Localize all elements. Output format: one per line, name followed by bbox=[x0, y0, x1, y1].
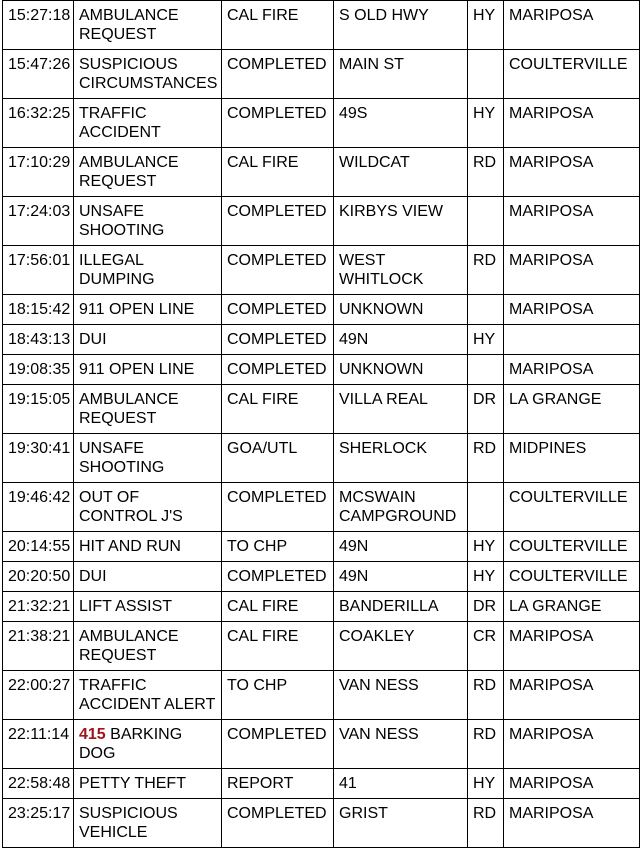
call-status: COMPLETED bbox=[227, 203, 327, 220]
city-cell bbox=[504, 148, 640, 197]
call-status: COMPLETED bbox=[227, 489, 327, 506]
call-type-line: DUMPING bbox=[79, 271, 155, 288]
street-cell bbox=[334, 246, 468, 295]
street-cell bbox=[334, 562, 468, 592]
city-cell bbox=[504, 720, 640, 769]
time-cell bbox=[3, 99, 74, 148]
time-cell bbox=[3, 197, 74, 246]
time-cell bbox=[3, 50, 74, 99]
time-cell bbox=[3, 246, 74, 295]
city-cell bbox=[504, 562, 640, 592]
call-time: 19:30:41 bbox=[8, 440, 71, 457]
table-row bbox=[3, 1, 640, 50]
call-type-line: SUSPICIOUS bbox=[79, 805, 178, 822]
city: COULTERVILLE bbox=[509, 56, 628, 73]
city: MARIPOSA bbox=[509, 7, 594, 24]
street-cell bbox=[334, 295, 468, 325]
street-suffix-cell bbox=[468, 385, 504, 434]
street-line: 41 bbox=[339, 775, 357, 792]
table-row bbox=[3, 799, 640, 848]
city-cell bbox=[504, 622, 640, 671]
street-suffix-cell bbox=[468, 148, 504, 197]
status-cell bbox=[222, 325, 334, 355]
street-suffix-cell bbox=[468, 355, 504, 385]
call-type-line: SHOOTING bbox=[79, 222, 165, 239]
street-line: VAN NESS bbox=[339, 726, 419, 743]
time-cell bbox=[3, 148, 74, 197]
call-time: 20:14:55 bbox=[8, 538, 71, 555]
call-type-cell bbox=[74, 483, 222, 532]
call-type-line: LIFT ASSIST bbox=[79, 598, 173, 615]
call-type-cell bbox=[74, 769, 222, 799]
street-cell bbox=[334, 769, 468, 799]
call-status: TO CHP bbox=[227, 677, 288, 694]
call-type-line: DOG bbox=[79, 745, 116, 762]
call-type-cell bbox=[74, 532, 222, 562]
city-cell bbox=[504, 197, 640, 246]
status-cell bbox=[222, 385, 334, 434]
call-time: 16:32:25 bbox=[8, 105, 71, 122]
time-cell bbox=[3, 1, 74, 50]
call-time: 19:08:35 bbox=[8, 361, 71, 378]
status-cell bbox=[222, 562, 334, 592]
city-cell bbox=[504, 483, 640, 532]
call-type-cell bbox=[74, 197, 222, 246]
street-suffix-cell bbox=[468, 1, 504, 50]
status-cell bbox=[222, 799, 334, 848]
street-line: MCSWAIN bbox=[339, 489, 416, 506]
call-type-cell bbox=[74, 720, 222, 769]
table-row bbox=[3, 355, 640, 385]
call-type-line: ACCIDENT bbox=[79, 124, 161, 141]
table-row bbox=[3, 671, 640, 720]
status-cell bbox=[222, 592, 334, 622]
street-suffix: RD bbox=[473, 805, 497, 822]
status-cell bbox=[222, 532, 334, 562]
city-cell bbox=[504, 50, 640, 99]
street-cell bbox=[334, 148, 468, 197]
call-status: COMPLETED bbox=[227, 805, 327, 822]
call-time: 17:10:29 bbox=[8, 154, 71, 171]
status-cell bbox=[222, 483, 334, 532]
street-suffix: RD bbox=[473, 677, 497, 694]
call-type-line: AMBULANCE bbox=[79, 7, 179, 24]
street-line: COAKLEY bbox=[339, 628, 415, 645]
call-status: CAL FIRE bbox=[227, 7, 299, 24]
city: MARIPOSA bbox=[509, 203, 594, 220]
table-row bbox=[3, 99, 640, 148]
call-status: COMPLETED bbox=[227, 301, 327, 318]
table-row bbox=[3, 148, 640, 197]
street-cell bbox=[334, 197, 468, 246]
street-line: KIRBYS VIEW bbox=[339, 203, 444, 220]
table-row bbox=[3, 246, 640, 295]
call-type-line: HIT AND RUN bbox=[79, 538, 181, 555]
status-cell bbox=[222, 50, 334, 99]
call-type-line: PETTY THEFT bbox=[79, 775, 186, 792]
time-cell bbox=[3, 483, 74, 532]
call-type-code: 415 bbox=[79, 726, 106, 743]
city-cell bbox=[504, 99, 640, 148]
call-type-line: TRAFFIC bbox=[79, 677, 147, 694]
table-row bbox=[3, 385, 640, 434]
status-cell bbox=[222, 99, 334, 148]
street-cell bbox=[334, 325, 468, 355]
city: LA GRANGE bbox=[509, 391, 602, 408]
street-cell bbox=[334, 355, 468, 385]
table-row bbox=[3, 769, 640, 799]
street-cell bbox=[334, 483, 468, 532]
city: MARIPOSA bbox=[509, 726, 594, 743]
street-line: GRIST bbox=[339, 805, 388, 822]
city: MARIPOSA bbox=[509, 154, 594, 171]
street-cell bbox=[334, 720, 468, 769]
city-cell bbox=[504, 671, 640, 720]
call-type-line: REQUEST bbox=[79, 173, 157, 190]
call-time: 21:38:21 bbox=[8, 628, 71, 645]
call-status: COMPLETED bbox=[227, 568, 327, 585]
call-time: 21:32:21 bbox=[8, 598, 71, 615]
city-cell bbox=[504, 1, 640, 50]
status-cell bbox=[222, 148, 334, 197]
street-line: MAIN ST bbox=[339, 56, 404, 73]
call-status: COMPLETED bbox=[227, 726, 327, 743]
call-time: 22:11:14 bbox=[8, 726, 70, 743]
street-suffix-cell bbox=[468, 769, 504, 799]
city-cell bbox=[504, 799, 640, 848]
status-cell bbox=[222, 671, 334, 720]
street-suffix-cell bbox=[468, 671, 504, 720]
call-time: 22:58:48 bbox=[8, 775, 71, 792]
call-status: CAL FIRE bbox=[227, 628, 299, 645]
city: MARIPOSA bbox=[509, 301, 594, 318]
call-type-line: DUI bbox=[79, 331, 107, 348]
table-row bbox=[3, 325, 640, 355]
call-time: 18:15:42 bbox=[8, 301, 71, 318]
time-cell bbox=[3, 532, 74, 562]
city-cell bbox=[504, 592, 640, 622]
call-type-line: REQUEST bbox=[79, 410, 157, 427]
city: MARIPOSA bbox=[509, 252, 594, 269]
city: MARIPOSA bbox=[509, 361, 594, 378]
call-status: COMPLETED bbox=[227, 361, 327, 378]
call-type-line: ACCIDENT ALERT bbox=[79, 696, 216, 713]
call-type-cell bbox=[74, 799, 222, 848]
call-type-line: SUSPICIOUS bbox=[79, 56, 178, 73]
street-suffix-cell bbox=[468, 622, 504, 671]
call-time: 17:24:03 bbox=[8, 203, 71, 220]
table-row bbox=[3, 197, 640, 246]
street-line: WILDCAT bbox=[339, 154, 410, 171]
call-log-table bbox=[2, 0, 640, 848]
call-type-line: AMBULANCE bbox=[79, 628, 179, 645]
street-suffix: DR bbox=[473, 598, 497, 615]
street-suffix-cell bbox=[468, 592, 504, 622]
time-cell bbox=[3, 799, 74, 848]
street-line: WEST bbox=[339, 252, 386, 269]
call-status: TO CHP bbox=[227, 538, 288, 555]
table-row bbox=[3, 622, 640, 671]
city-cell bbox=[504, 246, 640, 295]
street-suffix-cell bbox=[468, 562, 504, 592]
street-suffix: HY bbox=[473, 331, 496, 348]
call-type-cell bbox=[74, 246, 222, 295]
street-suffix: RD bbox=[473, 440, 497, 457]
street-cell bbox=[334, 434, 468, 483]
street-suffix: HY bbox=[473, 568, 496, 585]
time-cell bbox=[3, 325, 74, 355]
street-line: 49N bbox=[339, 568, 369, 585]
street-suffix-cell bbox=[468, 720, 504, 769]
status-cell bbox=[222, 355, 334, 385]
status-cell bbox=[222, 295, 334, 325]
call-type-line: UNSAFE bbox=[79, 203, 144, 220]
call-type-line: UNSAFE bbox=[79, 440, 144, 457]
call-type-cell bbox=[74, 622, 222, 671]
call-time: 19:15:05 bbox=[8, 391, 71, 408]
call-status: COMPLETED bbox=[227, 331, 327, 348]
call-status: COMPLETED bbox=[227, 252, 327, 269]
table-row bbox=[3, 50, 640, 99]
time-cell bbox=[3, 434, 74, 483]
table-row bbox=[3, 295, 640, 325]
call-type-line: CONTROL J'S bbox=[79, 508, 183, 525]
street-suffix-cell bbox=[468, 532, 504, 562]
city: COULTERVILLE bbox=[509, 489, 628, 506]
street-line: VAN NESS bbox=[339, 677, 419, 694]
street-suffix: HY bbox=[473, 7, 496, 24]
city: MARIPOSA bbox=[509, 677, 594, 694]
street-suffix-cell bbox=[468, 99, 504, 148]
call-type-cell bbox=[74, 385, 222, 434]
call-time: 20:20:50 bbox=[8, 568, 71, 585]
street-line: 49N bbox=[339, 538, 369, 555]
city-cell bbox=[504, 532, 640, 562]
city: COULTERVILLE bbox=[509, 568, 628, 585]
street-suffix-cell bbox=[468, 50, 504, 99]
street-suffix: RD bbox=[473, 726, 497, 743]
street-line: WHITLOCK bbox=[339, 271, 424, 288]
call-type-cell bbox=[74, 592, 222, 622]
city: MARIPOSA bbox=[509, 805, 594, 822]
call-time: 19:46:42 bbox=[8, 489, 71, 506]
street-cell bbox=[334, 622, 468, 671]
call-type-cell bbox=[74, 325, 222, 355]
call-time: 18:43:13 bbox=[8, 331, 71, 348]
street-cell bbox=[334, 671, 468, 720]
time-cell bbox=[3, 295, 74, 325]
street-cell bbox=[334, 50, 468, 99]
call-type-line: AMBULANCE bbox=[79, 391, 179, 408]
call-time: 23:25:17 bbox=[8, 805, 71, 822]
status-cell bbox=[222, 720, 334, 769]
table-row bbox=[3, 532, 640, 562]
table-row bbox=[3, 562, 640, 592]
street-line: SHERLOCK bbox=[339, 440, 428, 457]
call-type-line: 911 OPEN LINE bbox=[79, 361, 195, 378]
street-cell bbox=[334, 799, 468, 848]
street-line: UNKNOWN bbox=[339, 361, 424, 378]
street-line: VILLA REAL bbox=[339, 391, 428, 408]
street-cell bbox=[334, 532, 468, 562]
call-status: REPORT bbox=[227, 775, 294, 792]
city-cell bbox=[504, 295, 640, 325]
call-type-line: CIRCUMSTANCES bbox=[79, 75, 218, 92]
city-cell bbox=[504, 325, 640, 355]
street-suffix: CR bbox=[473, 628, 497, 645]
table-row bbox=[3, 720, 640, 769]
street-line: CAMPGROUND bbox=[339, 508, 457, 525]
call-status: CAL FIRE bbox=[227, 598, 299, 615]
call-status: CAL FIRE bbox=[227, 154, 299, 171]
call-time: 17:56:01 bbox=[8, 252, 71, 269]
call-type-cell bbox=[74, 671, 222, 720]
street-suffix-cell bbox=[468, 799, 504, 848]
call-type-cell bbox=[74, 562, 222, 592]
city: MIDPINES bbox=[509, 440, 587, 457]
call-type-cell bbox=[74, 148, 222, 197]
call-type-line: OUT OF bbox=[79, 489, 140, 506]
call-time: 15:27:18 bbox=[8, 7, 71, 24]
call-type-line: SHOOTING bbox=[79, 459, 165, 476]
city: LA GRANGE bbox=[509, 598, 602, 615]
city: MARIPOSA bbox=[509, 775, 594, 792]
city: MARIPOSA bbox=[509, 105, 594, 122]
call-log-body bbox=[3, 1, 640, 848]
time-cell bbox=[3, 671, 74, 720]
status-cell bbox=[222, 197, 334, 246]
time-cell bbox=[3, 562, 74, 592]
street-line: 49S bbox=[339, 105, 368, 122]
street-suffix-cell bbox=[468, 197, 504, 246]
street-suffix-cell bbox=[468, 325, 504, 355]
status-cell bbox=[222, 622, 334, 671]
call-type-cell bbox=[74, 295, 222, 325]
call-status: GOA/UTL bbox=[227, 440, 298, 457]
call-type-line: BARKING bbox=[105, 726, 183, 743]
street-line: S OLD HWY bbox=[339, 7, 429, 24]
street-suffix: HY bbox=[473, 775, 496, 792]
street-line: BANDERILLA bbox=[339, 598, 439, 615]
call-type-cell bbox=[74, 434, 222, 483]
time-cell bbox=[3, 622, 74, 671]
table-row bbox=[3, 434, 640, 483]
city: COULTERVILLE bbox=[509, 538, 628, 555]
status-cell bbox=[222, 246, 334, 295]
street-suffix-cell bbox=[468, 295, 504, 325]
time-cell bbox=[3, 769, 74, 799]
street-line: UNKNOWN bbox=[339, 301, 424, 318]
street-line: 49N bbox=[339, 331, 369, 348]
city-cell bbox=[504, 385, 640, 434]
city-cell bbox=[504, 355, 640, 385]
call-status: COMPLETED bbox=[227, 105, 327, 122]
street-cell bbox=[334, 99, 468, 148]
time-cell bbox=[3, 592, 74, 622]
city: MARIPOSA bbox=[509, 628, 594, 645]
call-type-line: REQUEST bbox=[79, 647, 157, 664]
call-type-cell bbox=[74, 1, 222, 50]
street-cell bbox=[334, 1, 468, 50]
street-suffix: DR bbox=[473, 391, 497, 408]
call-type-line: ILLEGAL bbox=[79, 252, 144, 269]
street-suffix-cell bbox=[468, 483, 504, 532]
street-suffix: RD bbox=[473, 252, 497, 269]
call-type-line: AMBULANCE bbox=[79, 154, 179, 171]
status-cell bbox=[222, 1, 334, 50]
call-time: 22:00:27 bbox=[8, 677, 71, 694]
call-status: COMPLETED bbox=[227, 56, 327, 73]
call-type-line: DUI bbox=[79, 568, 107, 585]
street-suffix: HY bbox=[473, 105, 496, 122]
call-type-line: TRAFFIC bbox=[79, 105, 147, 122]
street-cell bbox=[334, 385, 468, 434]
call-status: CAL FIRE bbox=[227, 391, 299, 408]
street-suffix-cell bbox=[468, 246, 504, 295]
call-time: 15:47:26 bbox=[8, 56, 71, 73]
call-type-line: 911 OPEN LINE bbox=[79, 301, 195, 318]
status-cell bbox=[222, 769, 334, 799]
time-cell bbox=[3, 385, 74, 434]
call-type-cell bbox=[74, 355, 222, 385]
call-type-line: VEHICLE bbox=[79, 824, 148, 841]
street-suffix: HY bbox=[473, 538, 496, 555]
time-cell bbox=[3, 355, 74, 385]
street-cell bbox=[334, 592, 468, 622]
call-type-cell bbox=[74, 99, 222, 148]
street-suffix: RD bbox=[473, 154, 497, 171]
status-cell bbox=[222, 434, 334, 483]
city-cell bbox=[504, 434, 640, 483]
time-cell bbox=[3, 720, 74, 769]
table-row bbox=[3, 592, 640, 622]
call-type-cell bbox=[74, 50, 222, 99]
call-type-line: REQUEST bbox=[79, 26, 157, 43]
street-suffix-cell bbox=[468, 434, 504, 483]
table-row bbox=[3, 483, 640, 532]
city-cell bbox=[504, 769, 640, 799]
